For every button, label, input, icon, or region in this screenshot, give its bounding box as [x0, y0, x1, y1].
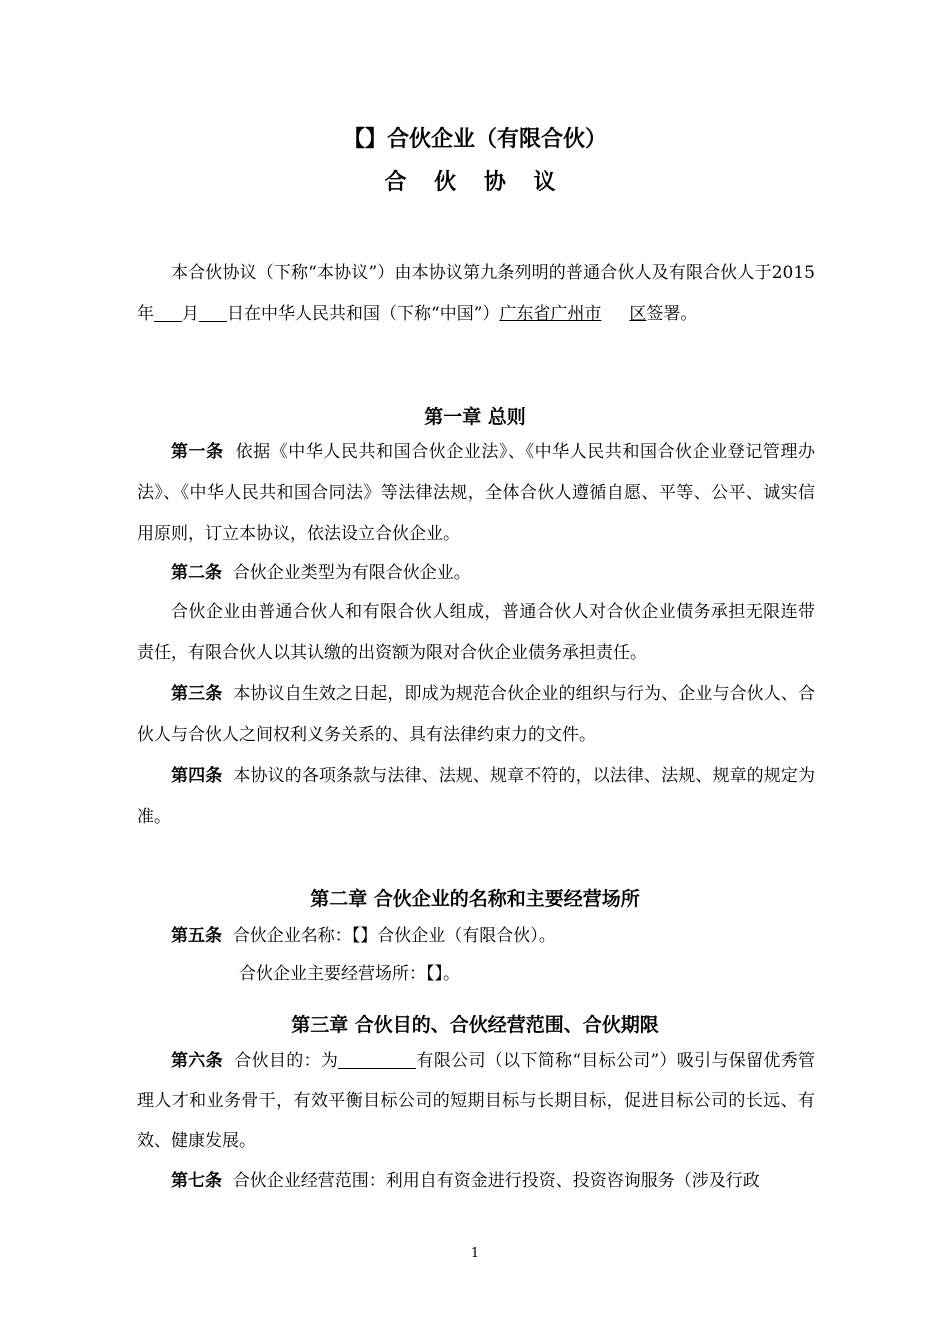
article-5: 第五条 合伙企业名称：【】合伙企业（有限合伙）。 — [171, 926, 556, 946]
chapter1-heading: 第一章 总则 — [424, 406, 526, 428]
preamble-paragraph: 本合伙协议（下称“本协议”）由本协议第九条列明的普通合伙人及有限合伙人于2015年 月 日在中华人民共和国（下称“中国”）广东省广州市 区签署。 — [137, 263, 815, 324]
chapter3-body — [137, 1041, 815, 1201]
day-blank[interactable] — [199, 303, 227, 322]
month-blank[interactable] — [154, 303, 182, 322]
location-field: 广东省广州市 区 — [499, 304, 647, 324]
article-4: 第四条 本协议的各项条款与法律、法规、规章不符的，以法律、法规、规章的规定为准。 — [137, 766, 816, 827]
chapter3-heading: 第三章 合伙目的、合伙经营范围、合伙期限 — [291, 1014, 659, 1036]
page-number: 1 — [470, 1246, 480, 1261]
document-subtitle: 合 伙 协 议 — [384, 170, 566, 195]
company-name-blank[interactable] — [338, 1050, 416, 1069]
chapter2-body — [137, 917, 815, 993]
article-6: 第六条 合伙目的：为 有限公司（以下简称“目标公司”）吸引与保留优秀管理人才和业务骨干，有效平衡目标公司的短期目标与长期目标，促进目标公司的长远、有效、健康发展。 — [137, 1051, 816, 1151]
article-2-paragraph-2: 合伙企业由普通合伙人和有限合伙人组成，普通合伙人对合伙企业债务承担无限连带责任，有限合伙人以其认缴的出资额为限对合伙企业债务承担责任。 — [137, 602, 815, 663]
article-3: 第三条 本协议自生效之日起，即成为规范合伙企业的组织与行为、企业与合伙人、合伙人与合伙人之间权利义务关系的、具有法律约束力的文件。 — [137, 684, 816, 745]
article-1: 第一条 依据《中华人民共和国合伙企业法》、《中华人民共和国合伙企业登记管理办法》、《中华人民共和国合同法》等法律法规，全体合伙人遵循自愿、平等、公平、诚实信用原则，订立本协议，依法设立合伙企业。 — [137, 442, 816, 544]
article-5-paragraph-2: 合伙企业主要经营场所：【】。 — [239, 964, 460, 984]
document-title: 【】合伙企业（有限合伙） — [342, 127, 607, 152]
chapter2-heading: 第二章 合伙企业的名称和主要经营场所 — [310, 888, 640, 910]
chapter1-body — [137, 432, 815, 838]
article-2: 第二条 合伙企业类型为有限合伙企业。 — [171, 563, 471, 583]
article-7: 第七条 合伙企业经营范围：利用自有资金进行投资、投资咨询服务（涉及行政 — [171, 1171, 760, 1191]
preamble — [137, 253, 815, 335]
